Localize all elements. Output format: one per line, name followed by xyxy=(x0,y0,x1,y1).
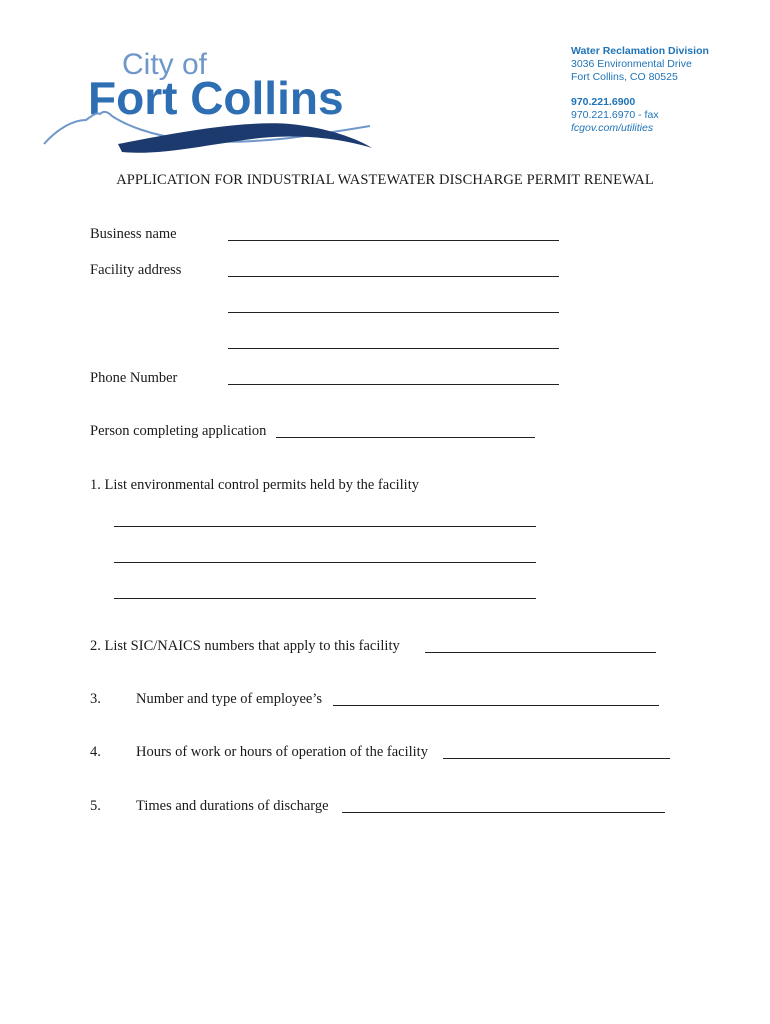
logo-city-of-text: City of xyxy=(122,48,208,81)
facility-address-label: Facility address xyxy=(90,262,182,278)
phone-number: 970.221.6900 xyxy=(571,96,636,108)
form-title: APPLICATION FOR INDUSTRIAL WASTEWATER DISCHARGE PERMIT RENEWAL xyxy=(116,172,654,188)
facility-address-field-2[interactable] xyxy=(228,312,559,313)
city-of-fort-collins-logo xyxy=(40,40,380,165)
business-name-field[interactable] xyxy=(228,240,559,241)
question-2-field[interactable] xyxy=(425,652,656,653)
question-1-field-3[interactable] xyxy=(114,598,536,599)
question-4-number: 4. xyxy=(90,744,101,760)
facility-address-field-1[interactable] xyxy=(228,276,559,277)
address-line-1: 3036 Environmental Drive xyxy=(571,58,692,70)
logo-fort-collins-text: Fort Collins xyxy=(88,72,344,124)
person-completing-field[interactable] xyxy=(276,437,535,438)
question-1-field-2[interactable] xyxy=(114,562,536,563)
question-4-field[interactable] xyxy=(443,758,670,759)
business-name-label: Business name xyxy=(90,226,177,242)
division-name: Water Reclamation Division xyxy=(571,45,709,57)
fax-number: 970.221.6970 - fax xyxy=(571,109,659,121)
question-2-label: 2. List SIC/NAICS numbers that apply to this facility xyxy=(90,638,400,654)
question-5-number: 5. xyxy=(90,798,101,814)
phone-number-label: Phone Number xyxy=(90,370,178,386)
logo-river-swoosh xyxy=(118,123,372,153)
question-1-field-1[interactable] xyxy=(114,526,536,527)
question-5-field[interactable] xyxy=(342,812,665,813)
contact-block xyxy=(571,45,709,135)
question-3-number: 3. xyxy=(90,691,101,707)
question-5-label: Times and durations of discharge xyxy=(136,798,329,814)
person-completing-label: Person completing application xyxy=(90,423,267,439)
question-3-label: Number and type of employee’s xyxy=(136,691,323,707)
question-3-field[interactable] xyxy=(333,705,659,706)
website-link[interactable]: fcgov.com/utilities xyxy=(571,122,654,134)
address-line-2: Fort Collins, CO 80525 xyxy=(571,71,678,83)
question-1-label: 1. List environmental control permits held by the facility xyxy=(90,477,419,493)
question-4-label: Hours of work or hours of operation of the facility xyxy=(136,744,428,760)
phone-number-field[interactable] xyxy=(228,384,559,385)
facility-address-field-3[interactable] xyxy=(228,348,559,349)
